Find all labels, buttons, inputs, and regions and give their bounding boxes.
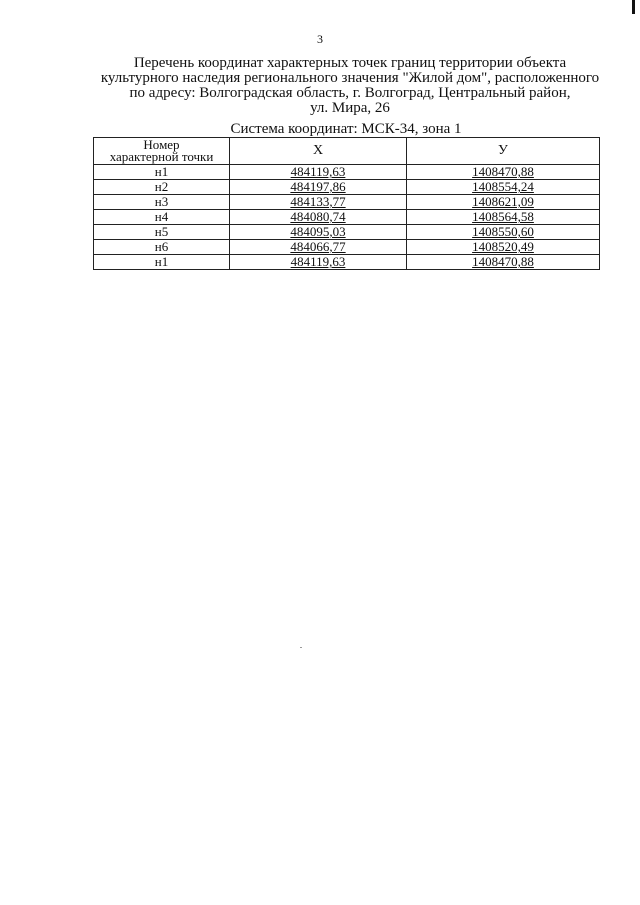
y-cell <box>407 165 600 180</box>
point-number-cell: н1 <box>94 255 230 270</box>
table-row <box>94 210 600 225</box>
point-number-cell: н3 <box>94 195 230 210</box>
x-value: 484197,86 <box>290 179 346 194</box>
x-cell <box>230 195 407 210</box>
y-cell <box>407 195 600 210</box>
header-y: У <box>407 138 600 165</box>
table-row <box>94 255 600 270</box>
y-value: 1408564,58 <box>472 209 534 224</box>
y-cell <box>407 225 600 240</box>
table-header <box>94 138 600 165</box>
header-row <box>94 138 600 165</box>
title-line-3: по адресу: Волгоградская область, г. Волгоград, Центральный район, <box>129 85 571 101</box>
y-value: 1408470,88 <box>472 164 534 179</box>
x-value: 484133,77 <box>290 194 346 209</box>
y-cell <box>407 255 600 270</box>
x-cell <box>230 225 407 240</box>
table-body <box>94 165 600 270</box>
x-cell <box>230 240 407 255</box>
table-row <box>94 225 600 240</box>
document-title <box>80 56 620 116</box>
x-value: 484119,63 <box>290 254 346 269</box>
table-row <box>94 165 600 180</box>
y-value: 1408554,24 <box>472 179 534 194</box>
header-point-number-line2: характерной точки <box>109 149 214 164</box>
point-number-cell: н5 <box>94 225 230 240</box>
title-line-4: ул. Мира, 26 <box>310 100 390 116</box>
title-line-2: культурного наследия регионального значения "Жилой дом", расположенного <box>100 70 600 86</box>
table-row <box>94 180 600 195</box>
y-value: 1408621,09 <box>472 194 534 209</box>
y-cell <box>407 240 600 255</box>
y-value: 1408520,49 <box>472 239 534 254</box>
header-x: X <box>230 138 407 165</box>
x-cell <box>230 180 407 195</box>
header-point-number <box>94 138 230 165</box>
x-value: 484119,63 <box>290 164 346 179</box>
x-value: 484080,74 <box>290 209 346 224</box>
x-cell <box>230 255 407 270</box>
coordinate-system-caption: Система координат: МСК-34, зона 1 <box>230 121 462 137</box>
title-line-1: Перечень координат характерных точек границ территории объекта <box>133 55 567 71</box>
scan-speck <box>300 647 302 648</box>
x-cell <box>230 210 407 225</box>
point-number-cell: н6 <box>94 240 230 255</box>
x-value: 484066,77 <box>290 239 346 254</box>
table-row <box>94 240 600 255</box>
scan-edge-mark <box>632 0 635 14</box>
header-point-number-line1: Номер <box>143 137 180 152</box>
page-number: 3 <box>317 32 323 46</box>
table-row <box>94 195 600 210</box>
coordinates-table <box>93 137 600 270</box>
y-cell <box>407 210 600 225</box>
point-number-cell: н1 <box>94 165 230 180</box>
y-value: 1408470,88 <box>472 254 534 269</box>
x-value: 484095,03 <box>290 224 346 239</box>
point-number-cell: н2 <box>94 180 230 195</box>
y-value: 1408550,60 <box>472 224 534 239</box>
x-cell <box>230 165 407 180</box>
point-number-cell: н4 <box>94 210 230 225</box>
y-cell <box>407 180 600 195</box>
